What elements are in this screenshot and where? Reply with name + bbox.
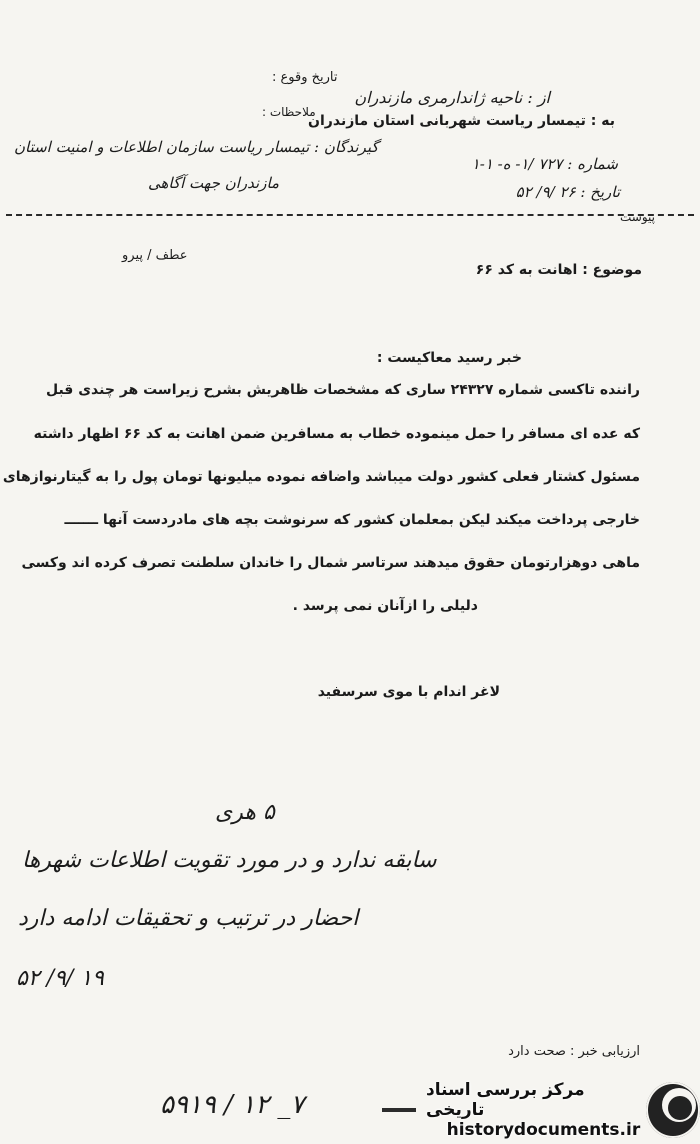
to-line: به : تیمسار ریاست شهربانی استان مازندران: [308, 113, 615, 129]
body-line: خارجی پرداخت میکند لیکن بمعلمان کشور که سرنوشت بچه های مادردست آنها ـــــــ: [64, 512, 640, 528]
salutation: خبر رسید معاکیست :: [376, 350, 522, 366]
handwritten-note-line-1: سابقه ندارد و در مورد تقویت اطلاعات شهرها: [22, 848, 437, 873]
physical-description: لاغر اندام با موی سرسفید: [317, 684, 500, 700]
archive-logo-icon: [646, 1082, 700, 1138]
recipients-line-1: گیرندگان : تیمسار ریاست سازمان اطلاعات و امنیت استان: [14, 138, 379, 156]
body-line: که عده ای مسافر را حمل مینموده خطاب به مسافرین ضمن اهانت به کد ۶۶ اظهار داشته: [33, 426, 640, 442]
attachment-label: پیوست: [620, 210, 655, 224]
handwritten-note-head: ۵ هری: [215, 800, 275, 825]
ink-smudge: [382, 1108, 416, 1112]
watermark-text: [426, 1080, 640, 1140]
remarks-label: ملاحظات :: [262, 105, 316, 119]
from-line: از : ناحیه ژاندارمری مازندران: [354, 88, 550, 107]
watermark-url: historydocuments.ir: [446, 1120, 641, 1140]
watermark: [426, 1080, 700, 1140]
body-line: ماهی دوهزارتومان حقوق میدهند سرتاسر شمال را خاندان سلطنت تصرف کرده اند وکسی: [21, 555, 640, 571]
document-date: تاریخ : ۲۶ /۹/ ۵۲: [515, 183, 620, 201]
evaluation-line: ارزیابی خبر : صحت دارد: [508, 1044, 640, 1059]
subject-line: موضوع : اهانت به کد ۶۶: [475, 262, 642, 278]
body-line: مسئول کشتار فعلی کشور دولت میباشد واضافه نموده میلیونها تومان پول را به گیتارنوازهای: [2, 469, 640, 485]
recipients-line-2: مازندران جهت آگاهی: [148, 174, 280, 192]
body-line: راننده تاکسی شماره ۲۴۳۲۷ ساری که مشخصات ظاهریش بشرح زیراست هر چندی قبل: [45, 382, 640, 398]
reference-label: عطف / پیرو: [122, 248, 188, 263]
event-date-label: تاریخ وقوع :: [272, 70, 338, 85]
body-line: دلیلی را ازآنان نمی پرسد .: [292, 598, 478, 614]
handwritten-date: ۱۹ /۹/ ۵۲: [16, 966, 104, 991]
watermark-title: مرکز بررسی اسناد تاریخی: [426, 1080, 585, 1120]
header-divider: [6, 214, 694, 216]
archive-number: ۵۹۱۹ / ۱۲ _۷: [160, 1090, 305, 1120]
handwritten-note-line-2: احضار در ترتیب و تحقیقات ادامه دارد: [18, 906, 359, 931]
document-number: شماره : ۷۲۷ /۱- ه- ۱-۱: [471, 155, 618, 173]
